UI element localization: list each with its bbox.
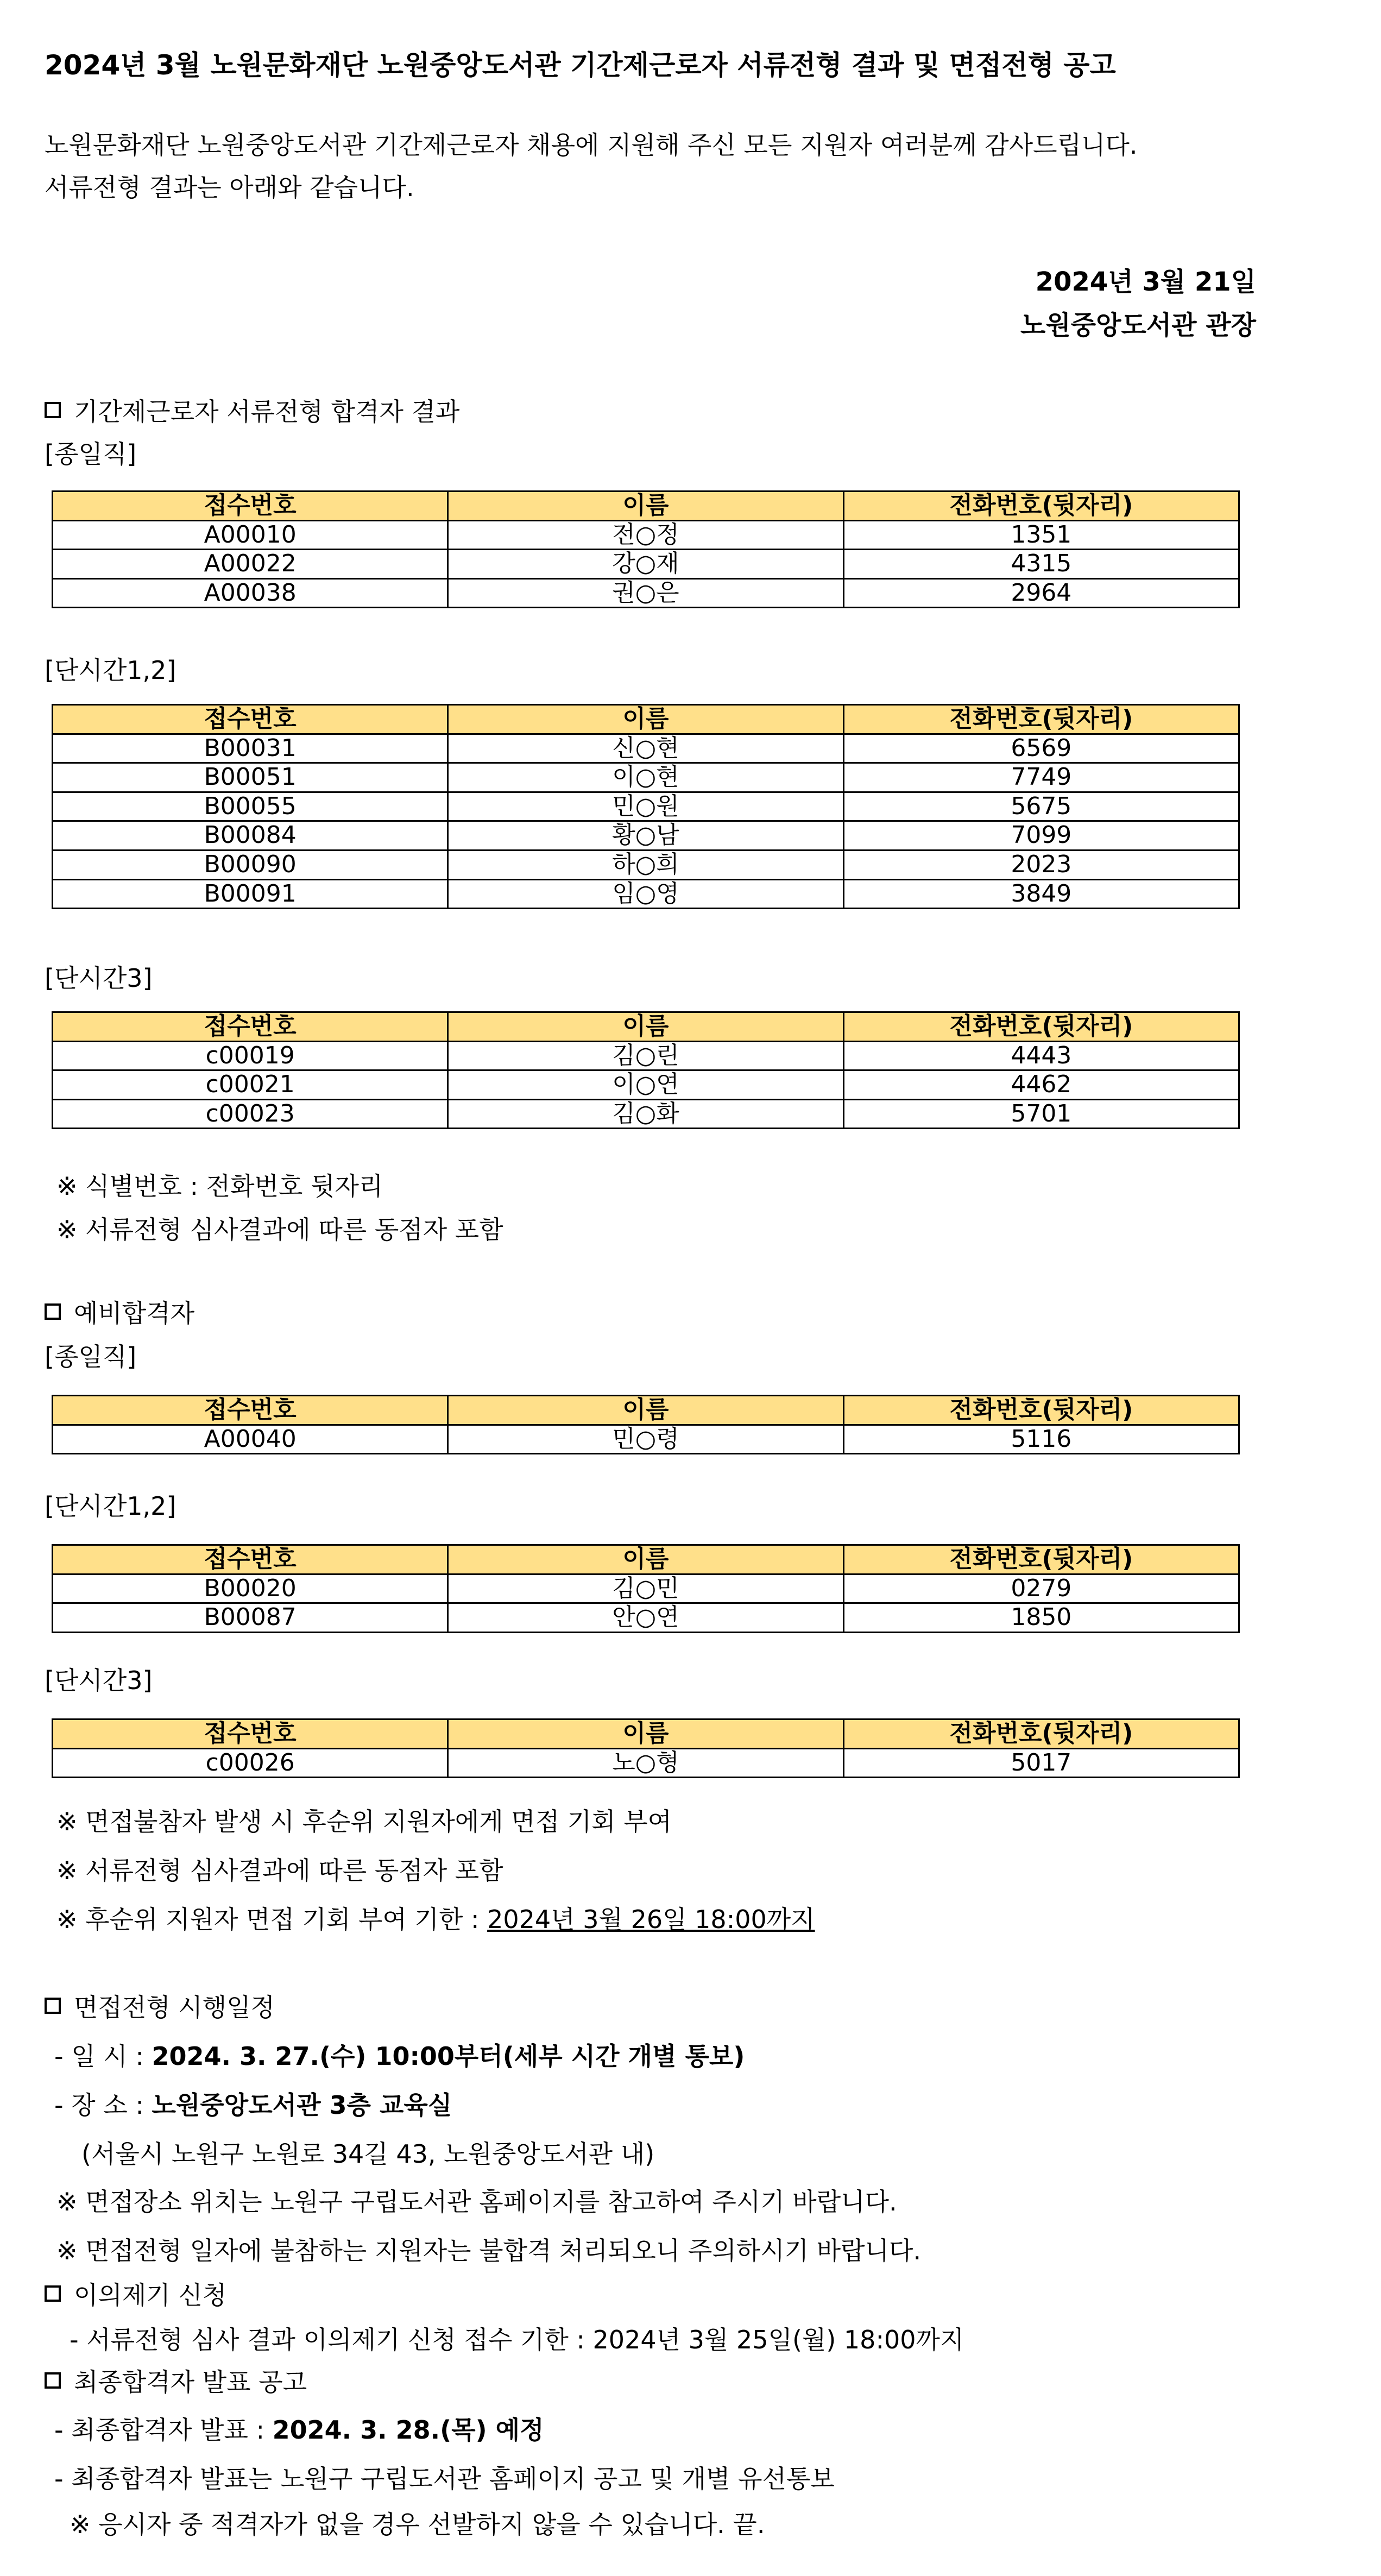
signer: 노원중앙도서관 관장	[1020, 310, 1256, 341]
table-cell: 노○형	[448, 1748, 843, 1778]
results-table-parttime-3	[52, 1011, 1240, 1129]
final-heading-text: 최종합격자 발표 공고	[74, 2367, 307, 2397]
note: ※ 서류전형 심사결과에 따른 동점자 포함	[56, 1215, 503, 1244]
table-row	[53, 520, 1239, 550]
passed-heading-text: 기간제근로자 서류전형 합격자 결과	[74, 397, 460, 426]
table-cell: 0279	[843, 1574, 1239, 1603]
deadline-note: ※ 후순위 지원자 면접 기회 부여 기한 : 2024년 3월 26일 18:00까지	[56, 1905, 815, 1934]
table-row	[53, 821, 1239, 851]
group-label: [단시간3]	[45, 1666, 153, 1695]
note: ※ 면접불참자 발생 시 후순위 지원자에게 면접 기회 부여	[56, 1807, 672, 1836]
group-label: [단시간1,2]	[45, 1491, 176, 1521]
column-header: 전화번호(뒷자리)	[843, 705, 1239, 734]
intro-line-1: 노원문화재단 노원중앙도서관 기간제근로자 채용에 지원해 주신 모든 지원자 여러분께 감사드립니다.	[45, 130, 1138, 160]
table-cell: 김○민	[448, 1574, 843, 1603]
table-cell: 하○희	[448, 850, 843, 879]
table-cell: 4462	[843, 1070, 1239, 1100]
table-cell: 1850	[843, 1603, 1239, 1633]
table-row	[53, 879, 1239, 909]
checkbox-square-icon	[45, 2285, 61, 2302]
table-cell: 5017	[843, 1748, 1239, 1778]
column-header: 이름	[448, 1720, 843, 1749]
table-row	[53, 1041, 1239, 1070]
reserve-table-parttime-3	[52, 1718, 1240, 1778]
table-cell: B00087	[53, 1603, 448, 1633]
note: ※ 면접장소 위치는 노원구 구립도서관 홈페이지를 참고하여 주시기 바랍니다.	[56, 2187, 897, 2216]
table-cell: A00022	[53, 550, 448, 579]
table-cell: A00010	[53, 520, 448, 550]
table-cell: A00038	[53, 578, 448, 608]
table-cell: B00090	[53, 850, 448, 879]
table-cell: 임○영	[448, 879, 843, 909]
column-header: 이름	[448, 705, 843, 734]
table-cell: c00019	[53, 1041, 448, 1070]
column-header: 전화번호(뒷자리)	[843, 1545, 1239, 1574]
table-cell: 민○령	[448, 1425, 843, 1454]
note: ※ 식별번호 : 전화번호 뒷자리	[56, 1172, 383, 1201]
table-cell: c00026	[53, 1748, 448, 1778]
table-cell: 전○정	[448, 520, 843, 550]
table-cell: 권○은	[448, 578, 843, 608]
table-cell: 5701	[843, 1099, 1239, 1129]
table-cell: 이○연	[448, 1070, 843, 1100]
table-cell: B00031	[53, 734, 448, 763]
table-row	[53, 734, 1239, 763]
interview-date: - 일 시 : 2024. 3. 27.(수) 10:00부터(세부 시간 개별 통보)	[54, 2042, 745, 2071]
checkbox-square-icon	[45, 1998, 61, 2014]
notice-date: 2024년 3월 21일	[1035, 267, 1256, 297]
table-cell: c00023	[53, 1099, 448, 1129]
table-cell: c00021	[53, 1070, 448, 1100]
objection-text: - 서류전형 심사 결과 이의제기 신청 접수 기한 : 2024년 3월 25일(월) 18:00까지	[70, 2325, 964, 2354]
final-announce: - 최종합격자 발표 : 2024. 3. 28.(목) 예정	[54, 2415, 544, 2445]
table-cell: B00091	[53, 879, 448, 909]
table-cell: 민○원	[448, 792, 843, 821]
table-row	[53, 1748, 1239, 1778]
group-label: [종일직]	[45, 439, 137, 469]
checkbox-square-icon	[45, 1303, 61, 1320]
table-cell: 7749	[843, 763, 1239, 792]
column-header: 전화번호(뒷자리)	[843, 1012, 1239, 1042]
table-cell: 1351	[843, 520, 1239, 550]
objection-section-heading	[45, 2276, 226, 2312]
column-header: 접수번호	[53, 492, 448, 521]
table-cell: 5116	[843, 1425, 1239, 1454]
checkbox-square-icon	[45, 2372, 61, 2389]
column-header: 이름	[448, 1396, 843, 1425]
column-header: 전화번호(뒷자리)	[843, 492, 1239, 521]
column-header: 접수번호	[53, 1396, 448, 1425]
table-cell: A00040	[53, 1425, 448, 1454]
column-header: 접수번호	[53, 1720, 448, 1749]
table-row	[53, 578, 1239, 608]
table-cell: B00084	[53, 821, 448, 851]
table-cell: 3849	[843, 879, 1239, 909]
column-header: 이름	[448, 1012, 843, 1042]
deadline-date: 2024년 3월 26일 18:00까지	[487, 1905, 815, 1934]
table-cell: 황○남	[448, 821, 843, 851]
passed-section-heading	[45, 392, 459, 428]
table-cell: B00055	[53, 792, 448, 821]
final-line-2: - 최종합격자 발표는 노원구 구립도서관 홈페이지 공고 및 개별 유선통보	[54, 2464, 835, 2493]
group-label: [단시간1,2]	[45, 656, 176, 685]
table-row	[53, 1603, 1239, 1633]
table-cell: 2964	[843, 578, 1239, 608]
table-row	[53, 763, 1239, 792]
column-header: 접수번호	[53, 1545, 448, 1574]
reserve-table-fulltime	[52, 1395, 1240, 1454]
column-header: 전화번호(뒷자리)	[843, 1396, 1239, 1425]
table-row	[53, 1574, 1239, 1603]
table-cell: 6569	[843, 734, 1239, 763]
table-cell: 안○연	[448, 1603, 843, 1633]
column-header: 이름	[448, 1545, 843, 1574]
table-row	[53, 850, 1239, 879]
table-row	[53, 1070, 1239, 1100]
final-line-3: ※ 응시자 중 적격자가 없을 경우 선발하지 않을 수 있습니다. 끝.	[70, 2510, 765, 2539]
table-cell: 7099	[843, 821, 1239, 851]
group-label: [종일직]	[45, 1342, 137, 1371]
interview-place: - 장 소 : 노원중앙도서관 3층 교육실	[54, 2090, 452, 2120]
results-table-parttime-1-2	[52, 704, 1240, 909]
table-cell: 김○린	[448, 1041, 843, 1070]
column-header: 이름	[448, 492, 843, 521]
table-cell: 이○현	[448, 763, 843, 792]
checkbox-square-icon	[45, 402, 61, 418]
interview-heading-text: 면접전형 시행일정	[74, 1993, 275, 2022]
column-header: 전화번호(뒷자리)	[843, 1720, 1239, 1749]
table-cell: 4443	[843, 1041, 1239, 1070]
table-row	[53, 1425, 1239, 1454]
note: ※ 서류전형 심사결과에 따른 동점자 포함	[56, 1856, 503, 1885]
group-label: [단시간3]	[45, 963, 153, 993]
column-header: 접수번호	[53, 1012, 448, 1042]
objection-heading-text: 이의제기 신청	[74, 2281, 227, 2310]
reserve-table-parttime-1-2	[52, 1544, 1240, 1633]
table-cell: B00051	[53, 763, 448, 792]
table-row	[53, 1099, 1239, 1129]
table-cell: 2023	[843, 850, 1239, 879]
table-cell: B00020	[53, 1574, 448, 1603]
results-table-fulltime	[52, 490, 1240, 608]
note: ※ 면접전형 일자에 불참하는 지원자는 불합격 처리되오니 주의하시기 바랍니다.	[56, 2236, 922, 2265]
table-row	[53, 550, 1239, 579]
table-cell: 4315	[843, 550, 1239, 579]
table-cell: 김○화	[448, 1099, 843, 1129]
reserve-heading-text: 예비합격자	[74, 1299, 195, 1328]
table-row	[53, 792, 1239, 821]
interview-section-heading	[45, 1988, 275, 2024]
page-title: 2024년 3월 노원문화재단 노원중앙도서관 기간제근로자 서류전형 결과 및 면접전형 공고	[45, 49, 1116, 81]
reserve-section-heading	[45, 1294, 194, 1330]
interview-address: (서울시 노원구 노원로 34길 43, 노원중앙도서관 내)	[81, 2139, 655, 2169]
column-header: 접수번호	[53, 705, 448, 734]
table-cell: 신○현	[448, 734, 843, 763]
intro-line-2: 서류전형 결과는 아래와 같습니다.	[45, 173, 414, 202]
table-cell: 5675	[843, 792, 1239, 821]
final-section-heading	[45, 2363, 307, 2398]
table-cell: 강○재	[448, 550, 843, 579]
